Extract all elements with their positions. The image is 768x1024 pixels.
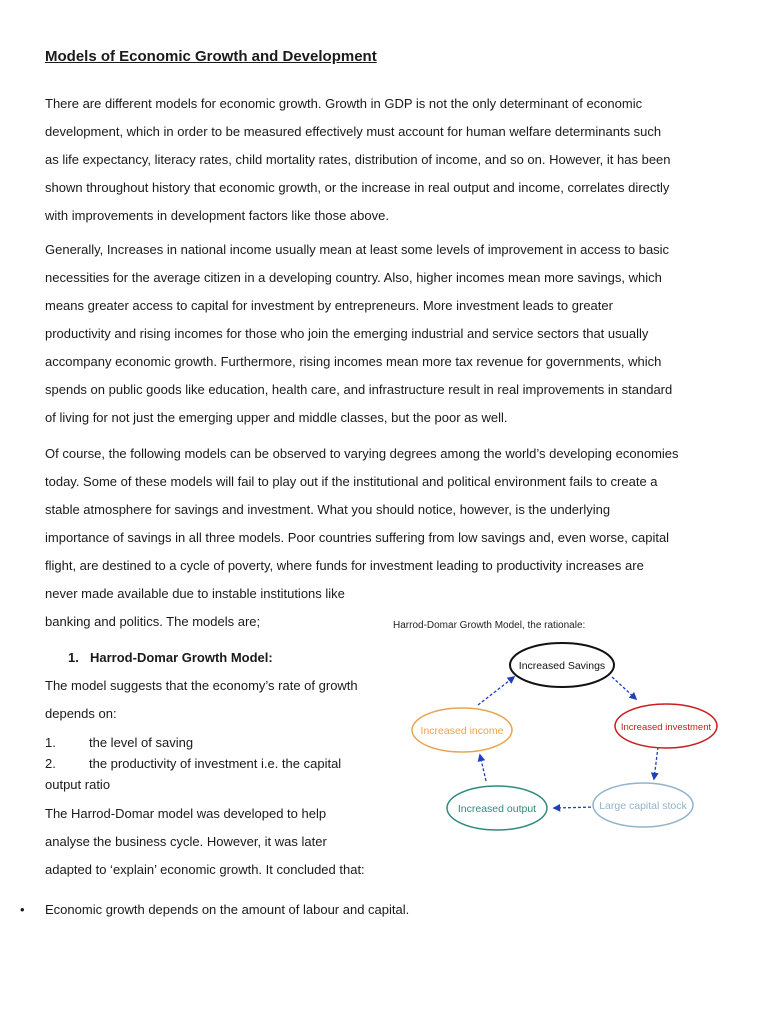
harrod-domar-diagram bbox=[390, 615, 720, 855]
arrow-savings-to-investment bbox=[612, 677, 636, 699]
text-line: productivity and rising incomes for those who join the emerging industrial and service sectors that usually bbox=[45, 326, 649, 341]
text-line: stable atmosphere for savings and investment. What you should notice, however, is the underlying bbox=[45, 502, 611, 517]
node-label: Large capital stock bbox=[599, 800, 687, 812]
node-label: Increased output bbox=[457, 803, 537, 815]
document-title: Models of Economic Growth and Development bbox=[45, 48, 377, 65]
model-intro-line-1: The model suggests that the economy’s rate of growth bbox=[45, 678, 358, 693]
heading-text: Harrod-Domar Growth Model: bbox=[90, 650, 273, 665]
arrow-investment-to-capital bbox=[654, 747, 658, 779]
factor-number: 2. bbox=[45, 756, 56, 771]
text-line: importance of savings in all three models. Poor countries suffering from low savings and, even worse, capital bbox=[45, 530, 670, 545]
closing-line-3: adapted to ‘explain’ economic growth. It concluded that: bbox=[45, 862, 365, 877]
text-line: development, which in order to be measured effectively must account for human welfare determinants such bbox=[45, 124, 662, 139]
bullet-icon: • bbox=[20, 902, 25, 917]
paragraph-national-income bbox=[45, 236, 725, 432]
text-line: shown throughout history that economic growth, or the increase in real output and income, correlates directly bbox=[45, 180, 670, 195]
text-line: flight, are destined to a cycle of poverty, where funds for investment leading to productivity increases are bbox=[45, 558, 644, 573]
model-intro-line-2: depends on: bbox=[45, 706, 117, 721]
closing-line-1: The Harrod-Domar model was developed to help bbox=[45, 806, 327, 821]
text-line: accompany economic growth. Furthermore, rising incomes mean more tax revenue for governments, which bbox=[45, 354, 662, 369]
arrow-capital-to-output bbox=[554, 807, 596, 808]
text-line: means greater access to capital for investment by entrepreneurs. More investment leads to greater bbox=[45, 298, 613, 313]
node-label: Increased investment bbox=[620, 722, 712, 733]
text-line: Of course, the following models can be observed to varying degrees among the world’s developing economies bbox=[45, 446, 679, 461]
node-label: Increased income bbox=[420, 725, 504, 737]
factor-continuation: output ratio bbox=[45, 777, 111, 792]
text-line: Generally, Increases in national income usually mean at least some levels of improvement in access to basic bbox=[45, 242, 670, 257]
factor-text: the productivity of investment i.e. the capital bbox=[89, 756, 342, 771]
factor-number: 1. bbox=[45, 735, 56, 750]
text-line: with improvements in development factors like those above. bbox=[45, 208, 389, 223]
text-line: There are different models for economic growth. Growth in GDP is not the only determinant of economic bbox=[45, 96, 643, 111]
node-increased-output bbox=[447, 786, 547, 830]
heading-number: 1. bbox=[68, 650, 79, 665]
factor-item-2 bbox=[45, 753, 341, 774]
factor-item-1 bbox=[45, 732, 193, 753]
arrow-output-to-income bbox=[480, 755, 486, 781]
factor-text: the level of saving bbox=[89, 735, 194, 750]
text-line: spends on public goods like education, health care, and infrastructure result in real improvements in standard bbox=[45, 382, 673, 397]
text-line: never made available due to instable institutions like bbox=[45, 586, 345, 601]
text-line: necessities for the average citizen in a developing country. Also, higher incomes mean more savings, which bbox=[45, 270, 662, 285]
node-increased-investment bbox=[615, 704, 717, 748]
node-label: Increased Savings bbox=[518, 660, 606, 672]
bullet-text: Economic growth depends on the amount of labour and capital. bbox=[45, 902, 410, 917]
node-increased-income bbox=[412, 708, 512, 752]
node-increased-savings bbox=[510, 643, 614, 687]
arrow-income-to-savings bbox=[478, 677, 514, 705]
cycle-diagram-svg bbox=[390, 615, 720, 855]
paragraph-developing-economies bbox=[45, 440, 725, 608]
closing-line-2: analyse the business cycle. However, it was later bbox=[45, 834, 327, 849]
model-heading-harrod-domar bbox=[68, 644, 273, 672]
bullet-item-labour-capital bbox=[20, 896, 409, 924]
text-line: of living for not just the emerging upper and middle classes, but the poor as well. bbox=[45, 410, 508, 425]
text-line: today. Some of these models will fail to play out if the institutional and political environment fails to create a bbox=[45, 474, 658, 489]
node-large-capital-stock bbox=[593, 783, 693, 827]
text-line: as life expectancy, literacy rates, child mortality rates, distribution of income, and so on. However, it has been bbox=[45, 152, 671, 167]
diagram-caption: Harrod-Domar Growth Model, the rationale: bbox=[393, 620, 586, 631]
models-intro-line: banking and politics. The models are; bbox=[45, 614, 261, 629]
paragraph-economic-growth-models bbox=[45, 90, 725, 230]
